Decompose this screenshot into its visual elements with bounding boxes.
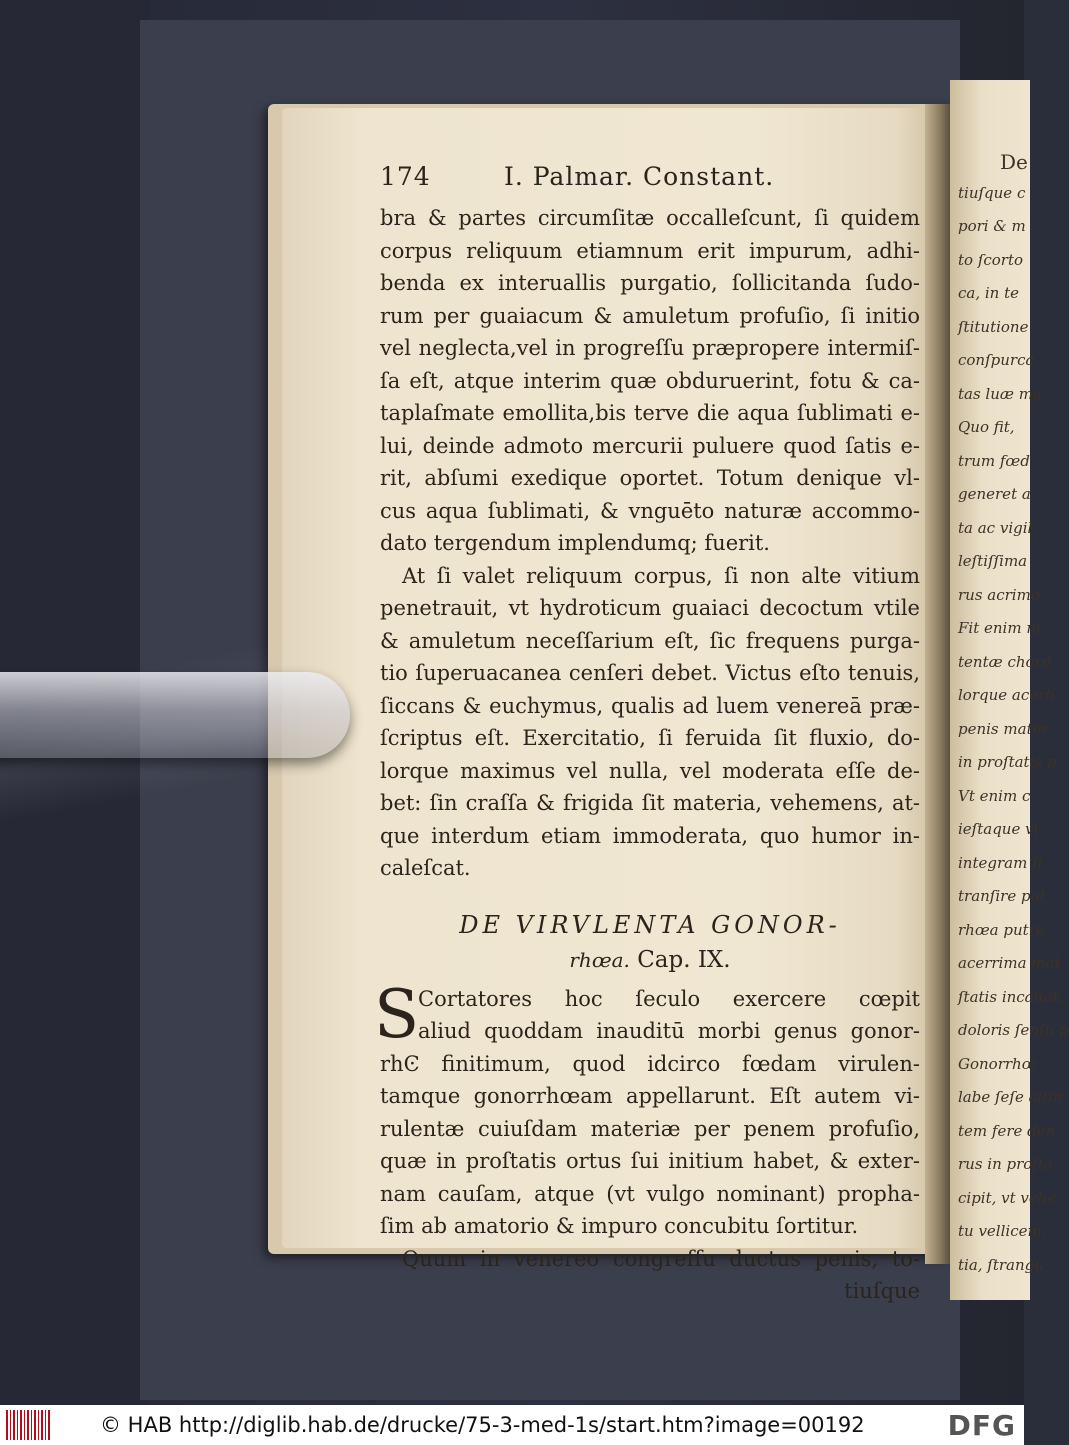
text-line: vel neglecta,vel in progreſſu præpropere intermiſ- xyxy=(380,336,920,360)
right-page-line: lorque acerb xyxy=(958,686,1055,704)
right-page-line: tas luæ ma xyxy=(958,384,1042,403)
text-line: tamque gonorrhœam appellarunt. Eſt autem vi- xyxy=(380,1084,920,1108)
text-line: ſiccans & euchymus, qualis ad luem venereā præ- xyxy=(380,693,920,718)
right-page-line: Vt enim c xyxy=(958,786,1031,805)
paragraph-2 xyxy=(380,560,920,885)
right-page-line: labe ſeſe altin xyxy=(958,1088,1063,1106)
text-line: tio ſuperuacanea cenſeri debet. Victus eſto tenuis, xyxy=(380,661,920,685)
right-page-line: tiuſque c xyxy=(958,183,1026,202)
text-line: quæ in proſtatis ortus ſui initium habet, & exter- xyxy=(380,1149,920,1173)
paragraph-4 xyxy=(380,1243,920,1276)
text-line: corpus reliquum etiamnum erit impurum, adhi- xyxy=(380,238,920,263)
right-page-line: conſpurca xyxy=(958,351,1035,369)
right-page-line: in proſtatis p xyxy=(958,753,1057,771)
right-page-line: tu velliceт, xyxy=(958,1222,1047,1240)
plastic-page-clip xyxy=(0,672,350,758)
text-line: que interdum etiam immoderata, quo humor in- xyxy=(380,823,920,848)
drop-cap: S xyxy=(374,975,420,1053)
chapter-title: DE VIRVLENTA GONOR- xyxy=(459,910,841,939)
text-line: ſa eſt, atque interim quæ obduruerint, fotu & ca- xyxy=(380,368,920,393)
right-page-line: ſtatis incaluit, xyxy=(958,987,1064,1006)
right-page-line: Fit enim m xyxy=(958,619,1041,637)
text-line: benda ex interuallis purgatio, ſollicitanda ſudo- xyxy=(380,271,920,295)
hab-barcode-icon xyxy=(6,1410,50,1440)
right-page-line: Gonorrhœ xyxy=(958,1054,1037,1073)
text-line: At ſi valet reliquum corpus, ſi non alte vitium xyxy=(402,563,920,588)
copyright-url[interactable]: © HAB http://diglib.hab.de/drucke/75-3-med-1s/start.htm?image=00192 xyxy=(100,1413,865,1437)
chapter-number: Cap. IX. xyxy=(637,946,731,973)
right-page-line: doloris ſenſu p xyxy=(958,1021,1069,1039)
right-page-line: trum fœd xyxy=(958,451,1030,470)
running-header xyxy=(380,162,920,202)
right-page-line: ta ac vigil xyxy=(958,518,1033,537)
text-line: bet: ſin craſſa & frigida ſit materia, vehemens, at- xyxy=(380,791,920,815)
text-line: caleſcat. xyxy=(380,856,471,880)
text-line: penetrauit, vt hydroticum guaiaci decoctum vtile xyxy=(380,596,920,620)
right-page-line: tia, ſtrangu xyxy=(958,1255,1044,1274)
right-page-line: tem fere den xyxy=(958,1121,1056,1140)
footer-bar xyxy=(0,1405,1024,1445)
chapter-subtitle xyxy=(380,943,920,977)
right-page-line: rhœa putre xyxy=(958,920,1045,939)
right-page-line: to ſcorto xyxy=(958,250,1024,269)
right-page-line: rus acrimo xyxy=(958,585,1040,604)
text-line: ſcriptus eſt. Exercitatio, ſi feruida ſit fluxio, do- xyxy=(380,726,920,750)
text-line: rhϾ finitimum, quod idcirco fœdam virulen- xyxy=(380,1051,920,1076)
text-line: nam cauſam, atque (vt vulgo nominant) propha- xyxy=(380,1181,920,1206)
right-page xyxy=(950,80,1069,1300)
catchword: tiuſque xyxy=(844,1279,920,1303)
right-page-line: Quo fit, xyxy=(958,418,1015,436)
right-page-line: leſtiſſima xyxy=(958,552,1028,570)
text-line: bra & partes circumſitæ occalleſcunt, ſi quidem xyxy=(380,206,920,230)
text-line: rulentæ cuiuſdam materiæ per penem profuſio, xyxy=(380,1116,920,1141)
right-page-line: acerrima mat xyxy=(958,954,1061,972)
right-page-line: tranſire pot xyxy=(958,887,1046,905)
right-page-line: rus in proſta xyxy=(958,1155,1053,1173)
text-line: lorque maximus vel nulla, vel moderata eſſe de- xyxy=(380,758,920,783)
paragraph-1 xyxy=(380,202,920,560)
right-page-line: ieſtaque vi xyxy=(958,820,1039,838)
text-line: Cortatores hoc ſeculo exercere cœpit xyxy=(418,986,920,1011)
paragraph-3 xyxy=(380,983,920,1243)
text-line: ſim ab amatorio & impuro concubitu ſortitur. xyxy=(380,1214,859,1238)
right-page-line: ca, in te xyxy=(958,284,1020,302)
right-page-line: pori & m xyxy=(958,217,1026,235)
text-line: Quum in venereo congreſſu ductus penis, to- xyxy=(402,1246,920,1271)
page-text xyxy=(374,162,920,1307)
right-page-line: generet a xyxy=(958,485,1031,503)
right-page-line: De xyxy=(1000,150,1028,174)
right-page-line: cipit, vt vehe xyxy=(958,1188,1057,1207)
right-page-line: ſtitutione xyxy=(958,317,1029,336)
right-page-line: penis mater xyxy=(958,719,1049,738)
dfg-logo: DFG xyxy=(947,1409,1016,1442)
chapter-title-italic: rhœa. xyxy=(569,947,630,972)
text-line: & amuletum neceſſarium eſt, ſic frequens purga- xyxy=(380,628,920,653)
right-page-line: tentæ chord xyxy=(958,652,1052,671)
text-line: dato tergendum implendumq; fuerit. xyxy=(380,531,770,555)
text-line: rum per guaiacum & amuletum profuſio, ſi initio xyxy=(380,303,920,328)
text-line: taplaſmate emollita,bis terve die aqua ſublimati e- xyxy=(380,401,920,425)
text-line: cus aqua ſublimati, & vnguēto naturæ accommo- xyxy=(380,498,920,523)
right-page-line: integram ſi xyxy=(958,853,1043,872)
running-title: I. Palmar. Constant. xyxy=(503,162,775,191)
text-line: rit, abſumi exedique oportet. Totum denique vl- xyxy=(380,466,920,490)
chapter-opening xyxy=(374,975,920,1243)
page-number: 174 xyxy=(380,162,431,191)
text-line: lui, deinde admoto mercurii puluere quod ſatis e- xyxy=(380,433,920,458)
book-gutter xyxy=(925,104,953,1264)
text-line: aliud quoddam inauditū morbi genus gonor- xyxy=(418,1019,920,1043)
